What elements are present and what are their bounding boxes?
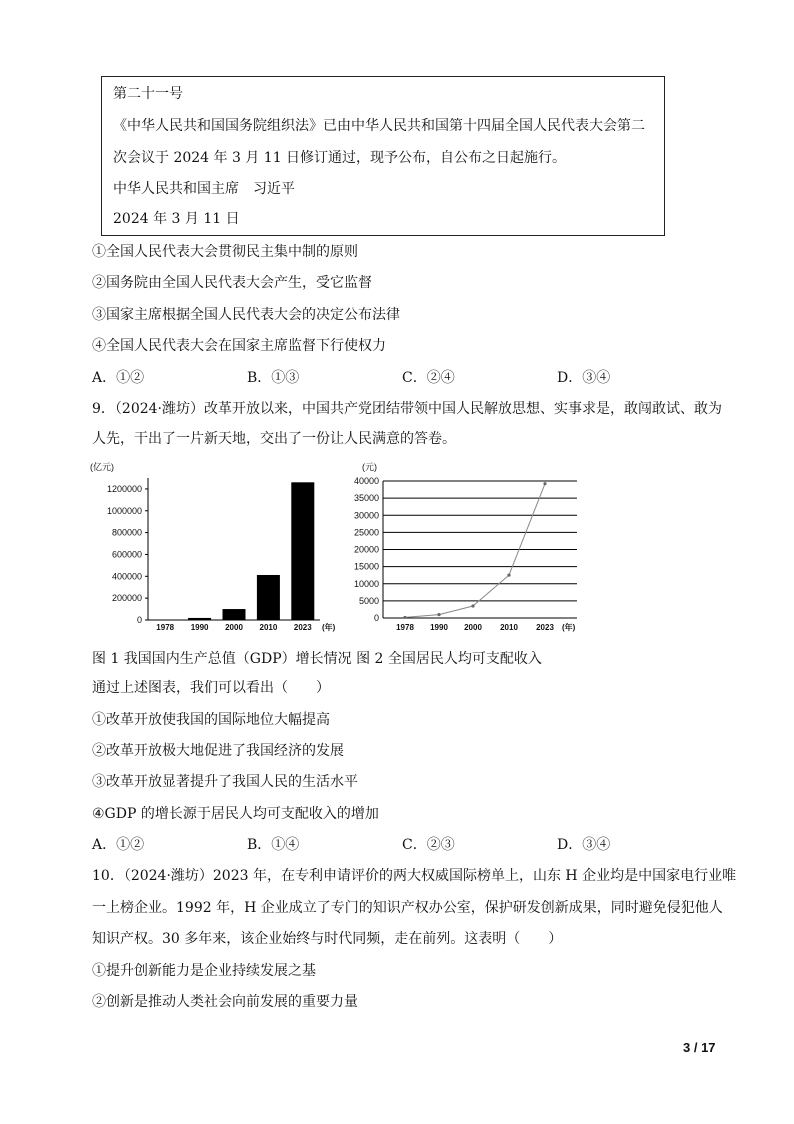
q8-statement-2: ②国务院由全国人民代表大会产生，受它监督 <box>92 275 372 291</box>
y-tick-label: 0 <box>373 613 379 623</box>
q9-figure-caption: 图 1 我国国内生产总值（GDP）增长情况 图 2 全国居民人均可支配收入 <box>92 651 542 667</box>
q9-statement-3: ③改革开放显著提升了我国人民的生活水平 <box>92 774 358 790</box>
y-tick-label: 25000 <box>353 527 379 538</box>
q9-option-b[interactable]: B．①④ <box>247 837 300 853</box>
notice-body-line-1: 《中华人民共和国国务院组织法》已由中华人民共和国第十四届全国人民代表大会第二 <box>113 118 645 134</box>
q9-option-c[interactable]: C．②③ <box>402 837 455 853</box>
income-line-chart <box>340 458 590 638</box>
data-point-2010 <box>507 574 510 577</box>
q9-statement-4: ④GDP 的增长源于居民人均可支配收入的增加 <box>92 806 379 822</box>
q9-statement-2: ②改革开放极大地促进了我国经济的发展 <box>92 743 344 759</box>
x-tick-label: 2023 <box>293 623 312 632</box>
q8-statement-1: ①全国人民代表大会贯彻民主集中制的原则 <box>92 244 358 260</box>
bar-2000 <box>223 609 246 620</box>
q9-option-a[interactable]: A．①② <box>92 837 145 853</box>
q9-stem-line-1: 9．（2024·潍坊）改革开放以来，中国共产党团结带领中国人民解放思想、实事求是，敢闯敢试、敢为 <box>92 401 722 417</box>
bar-2010 <box>257 575 280 620</box>
q8-option-d[interactable]: D．③④ <box>557 370 611 386</box>
q9-prompt: 通过上述图表，我们可以看出（ ） <box>92 680 330 696</box>
y-tick-label: 400000 <box>111 571 142 582</box>
y-tick-label: 200000 <box>111 593 142 604</box>
notice-signer: 中华人民共和国主席 习近平 <box>113 181 295 197</box>
y-tick-label: 10000 <box>353 578 379 589</box>
notice-date: 2024 年 3 月 11 日 <box>113 211 240 227</box>
x-tick-label: 1978 <box>156 623 175 632</box>
q10-stem-line-2: 一上榜企业。1992 年，H 企业成立了专门的知识产权办公室，保护研发创新成果，同时避免侵犯他人 <box>92 900 723 916</box>
bar-2023 <box>291 482 314 620</box>
q10-stem-line-3: 知识产权。30 多年来，该企业始终与时代同频，走在前列。这表明（ ） <box>92 931 563 947</box>
y-axis-unit: (亿元) <box>90 462 114 472</box>
y-tick-label: 600000 <box>111 549 142 560</box>
income-line <box>405 484 545 618</box>
x-tick-label: 1990 <box>430 623 448 632</box>
notice-number: 第二十一号 <box>113 86 183 102</box>
bar-1990 <box>188 618 211 620</box>
q9-options <box>92 835 692 855</box>
q8-statement-3: ③国家主席根据全国人民代表大会的决定公布法律 <box>92 307 400 323</box>
y-tick-label: 1000000 <box>106 505 142 516</box>
q9-option-d[interactable]: D．③④ <box>557 837 611 853</box>
q8-option-b[interactable]: B．①③ <box>247 370 300 386</box>
q8-option-a[interactable]: A．①② <box>92 370 145 386</box>
q8-options <box>92 368 692 388</box>
y-tick-label: 30000 <box>353 510 379 521</box>
y-tick-label: 20000 <box>353 544 379 555</box>
y-tick-label: 0 <box>136 615 142 625</box>
y-tick-label: 1200000 <box>106 483 142 494</box>
x-tick-label: 2010 <box>259 623 278 632</box>
x-tick-label: 1978 <box>396 623 414 632</box>
x-tick-label: 1990 <box>190 623 209 632</box>
x-axis-unit: (年) <box>322 623 336 632</box>
data-point-2000 <box>471 604 474 607</box>
data-point-1990 <box>437 613 440 616</box>
q8-statement-4: ④全国人民代表大会在国家主席监督下行使权力 <box>92 338 386 354</box>
x-tick-label: 2000 <box>464 623 482 632</box>
y-tick-label: 35000 <box>353 493 379 504</box>
y-tick-label: 15000 <box>353 561 379 572</box>
x-tick-label: 2000 <box>225 623 243 632</box>
y-tick-label: 40000 <box>353 476 379 486</box>
q10-statement-2: ②创新是推动人类社会向前发展的重要力量 <box>92 994 358 1010</box>
data-point-2023 <box>543 482 546 485</box>
x-axis-unit: (年) <box>562 623 576 632</box>
notice-body-line-2: 次会议于 2024 年 3 月 11 日修订通过，现予公布，自公布之日起施行。 <box>113 150 567 166</box>
q8-option-c[interactable]: C．②④ <box>402 370 455 386</box>
y-axis-unit: (元) <box>362 462 377 472</box>
x-tick-label: 2023 <box>536 623 554 632</box>
page-number: 3 / 17 <box>683 1040 716 1055</box>
y-tick-label: 800000 <box>111 527 142 538</box>
y-tick-label: 5000 <box>358 595 379 606</box>
q9-stem-line-2: 人先，干出了一片新天地，交出了一份让人民满意的答卷。 <box>92 431 456 447</box>
q10-statement-1: ①提升创新能力是企业持续发展之基 <box>92 963 316 979</box>
gdp-bar-chart <box>88 458 343 638</box>
q10-stem-line-1: 10．（2024·潍坊）2023 年，在专利申请评价的两大权威国际榜单上，山东 H 企业均是中国家电行业唯 <box>92 868 737 884</box>
x-tick-label: 2010 <box>500 623 518 632</box>
q9-statement-1: ①改革开放使我国的国际地位大幅提高 <box>92 712 330 728</box>
data-point-1978 <box>403 616 406 619</box>
